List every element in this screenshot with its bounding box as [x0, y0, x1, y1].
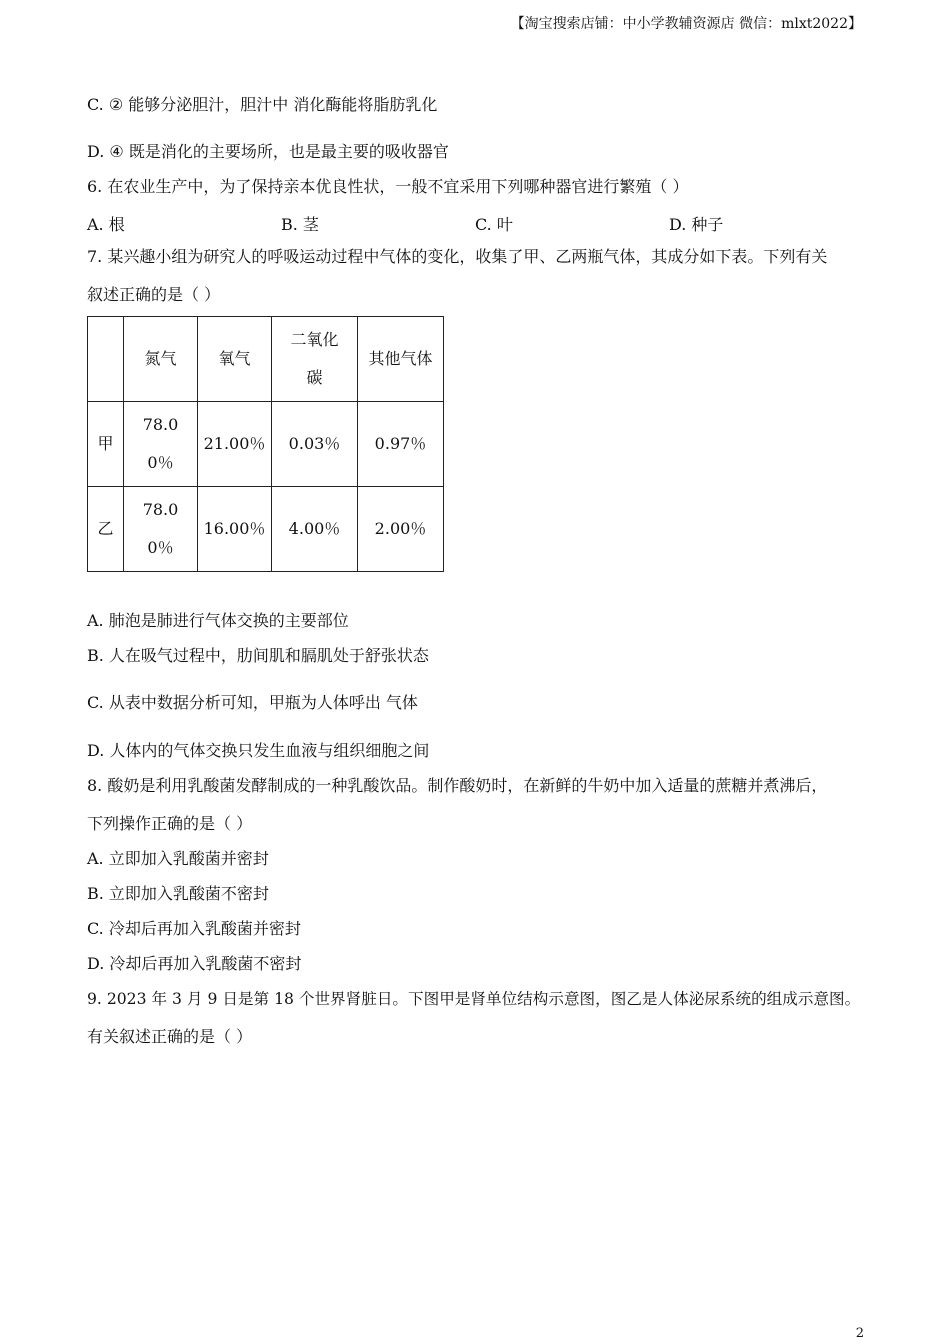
q7-option-a: A. 肺泡是肺进行气体交换的主要部位: [87, 611, 349, 630]
table-cell: 0.03％: [272, 402, 358, 487]
table-cell: 4.00％: [272, 487, 358, 572]
q8-option-d: D. 冷却后再加入乳酸菌不密封: [87, 954, 302, 973]
page-header: 【淘宝搜索店铺：中小学教辅资源店 微信：mlxt2022】: [510, 16, 862, 32]
table-cell: 甲: [88, 402, 124, 487]
page-number: 2: [855, 1326, 864, 1341]
table-cell: 16.00％: [198, 487, 272, 572]
q6-option-d: D. 种子: [669, 215, 724, 234]
table-row: [88, 487, 444, 572]
table-cell: [124, 487, 198, 572]
table-header-row: [88, 317, 444, 402]
q7-stem-line1: 7. 某兴趣小组为研究人的呼吸运动过程中气体的变化，收集了甲、乙两瓶气体，其成分如下表。下列有关: [87, 247, 828, 266]
table-cell: 乙: [88, 487, 124, 572]
q6-option-b: B. 茎: [281, 215, 319, 234]
table-cell: 2.00％: [358, 487, 444, 572]
table-header-text: 二氧化碳: [290, 330, 339, 387]
table-header-cell: [88, 317, 124, 402]
table-row: [88, 402, 444, 487]
q8-option-a: A. 立即加入乳酸菌并密封: [87, 849, 269, 868]
q9-stem-line1: 9. 2023 年 3 月 9 日是第 18 个世界肾脏日。下图甲是肾单位结构示意图，图乙是人体泌尿系统的组成示意图。: [87, 990, 861, 1008]
q7-stem-line2: 叙述正确的是（ ）: [87, 285, 221, 304]
q7-option-c: C. 从表中数据分析可知，甲瓶为人体呼出 气体: [87, 693, 418, 712]
q6-option-c: C. 叶: [475, 215, 513, 234]
q5-option-d: D. ④ 既是消化的主要场所，也是最主要的吸收器官: [87, 142, 449, 161]
table-header-cell: 氧气: [198, 317, 272, 402]
table-cell-text: 78.00％: [142, 415, 179, 472]
q5-option-c: C. ② 能够分泌胆汁，胆汁中 消化酶能将脂肪乳化: [87, 95, 438, 114]
gas-composition-table: [87, 316, 444, 572]
q6-options: [87, 212, 867, 232]
table-cell-text: 78.00％: [142, 500, 179, 557]
table-cell: 0.97％: [358, 402, 444, 487]
table-cell: 21.00％: [198, 402, 272, 487]
table-header-cell: 氮气: [124, 317, 198, 402]
q6-option-a: A. 根: [87, 215, 125, 234]
table-cell: [124, 402, 198, 487]
table-header-cell: 其他气体: [358, 317, 444, 402]
table-header-cell: [272, 317, 358, 402]
q8-option-b: B. 立即加入乳酸菌不密封: [87, 884, 269, 903]
q8-stem-line2: 下列操作正确的是（ ）: [87, 814, 253, 833]
q6-stem: 6. 在农业生产中，为了保持亲本优良性状，一般不宜采用下列哪种器官进行繁殖（ ）: [87, 177, 689, 196]
q8-stem-line1: 8. 酸奶是利用乳酸菌发酵制成的一种乳酸饮品。制作酸奶时，在新鲜的牛奶中加入适量的蔗糖并煮沸后，: [87, 776, 828, 795]
q7-option-d: D. 人体内的气体交换只发生血液与组织细胞之间: [87, 741, 430, 760]
q7-option-b: B. 人在吸气过程中，肋间肌和膈肌处于舒张状态: [87, 646, 429, 665]
q8-option-c: C. 冷却后再加入乳酸菌并密封: [87, 919, 301, 938]
q9-stem-line2: 有关叙述正确的是（ ）: [87, 1027, 253, 1046]
